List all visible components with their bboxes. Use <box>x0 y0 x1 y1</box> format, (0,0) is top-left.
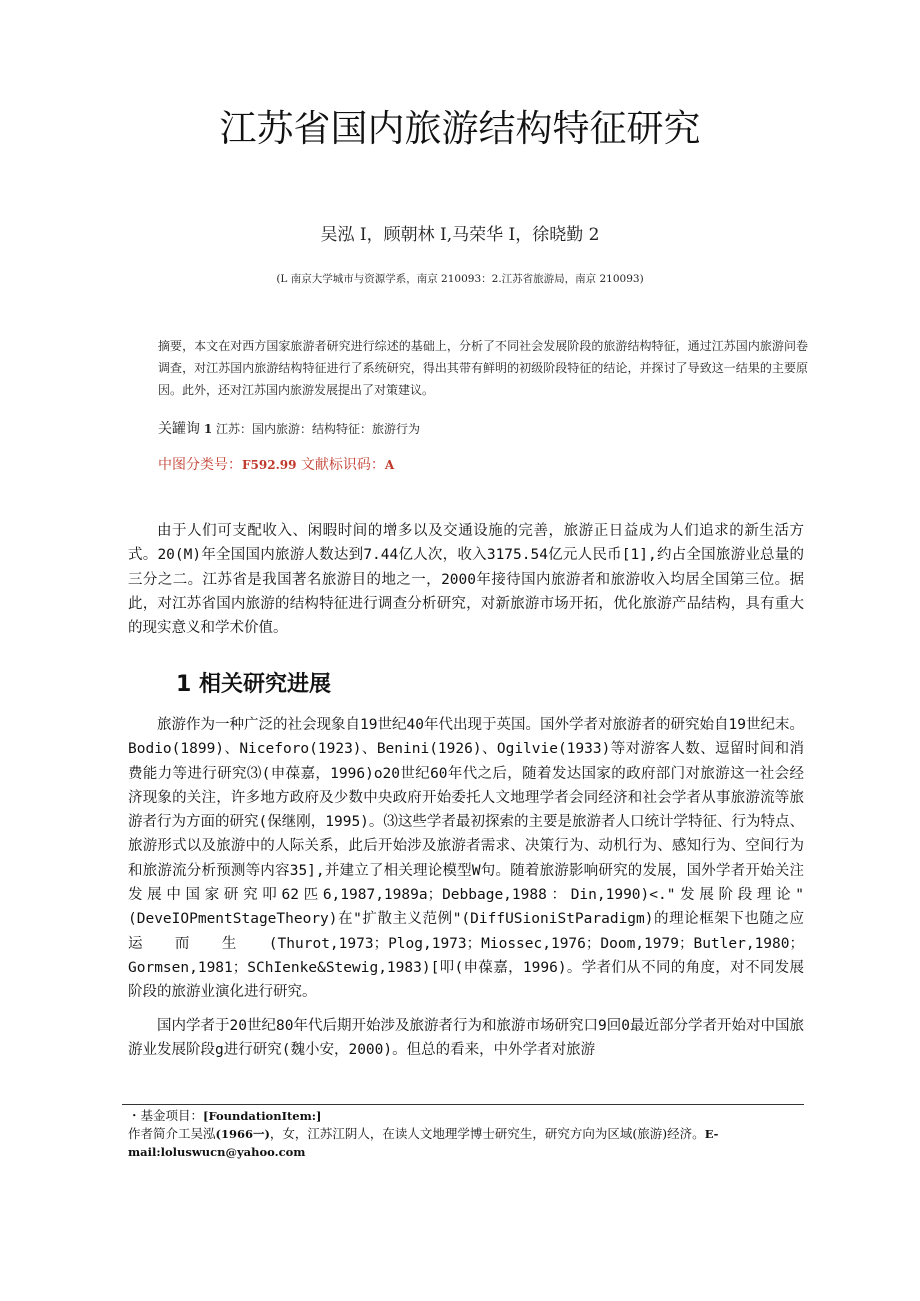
abstract: 摘要，本文在对西方国家旅游者研究进行综述的基础上，分析了不同社会发展阶段的旅游结构特征，通过江苏国内旅游问卷调查，对江苏国内旅游结构特征进行了系统研究，得出其带有鲜明的初级阶段特征的结论，并探讨了导致这一结果的主要原因。此外，还对江苏国内旅游发展提出了对策建议。 <box>158 339 808 397</box>
section-heading: 1 相关研究进展 <box>176 672 331 697</box>
author-bio-label: 作者简介工 <box>128 1126 191 1141</box>
footnote-fund <box>128 1107 808 1125</box>
fund-value: [FoundationItem:] <box>203 1109 322 1123</box>
section1-body-2 <box>128 1014 804 1063</box>
keywords <box>158 418 808 438</box>
keywords-value: 江苏：国内旅游：结构特征：旅游行为 <box>216 422 421 436</box>
author-bio-info: ，女，江苏江阴人，在读人文地理学博士研究生，研究方向为区域(旅游)经济。 <box>269 1126 705 1141</box>
author-email: E-mail:loluswucn@yahoo.com <box>128 1127 719 1159</box>
fund-label: ・基金项目： <box>128 1108 204 1123</box>
section1-paragraph-1: 旅游作为一种广泛的社会现象自19世纪40年代出现于英国。国外学者对旅游者的研究始自19世纪末。Bodio(1899)、Niceforo(1923)、Benini(1926)、Ogilvie(1933)等对游客人数、逗留时间和消费能力等进行研究⑶(申葆嘉，1996)o20世纪60年代之后，随着发达国家的政府部门对旅游这一社会经济现象的关注，许多地方政府及少数中央政府开始委托人文地理学者会同经济和社会学者从事旅游流等旅游者行为方面的研究(保继刚，1995)。⑶这些学者最初探索的主要是旅游者人口统计学特征、行为特点、旅游形式以及旅游中的人际关系，此后开始涉及旅游者需求、决策行为、动机行为、感知行为、空间行为和旅游流分析预测等内容35],并建立了相关理论模型W句。随着旅游影响研究的发展，国外学者开始关注发展中国家研究叩62匹6,1987,1989a；Debbage,1988：Din,1990)<."发展阶段理论"(DeveIOPmentStageTheory)在"扩散主义范例"(DiffUSioniStParadigm)的理论框架下也随之应运而生(Thurot,1973；Plog,1973；Miossec,1976；Doom,1979；Butler,1980；Gormsen,1981；SChIenke&Stewig,1983)[叩(申葆嘉，1996)。学者们从不同的角度，对不同发展阶段的旅游业演化进行研究。 <box>128 717 804 1001</box>
doc-code-label: 文献标识码： <box>300 457 385 473</box>
author-bio-name: 吴泓 <box>190 1126 216 1141</box>
affiliation: (L 南京大学城市与资源学系，南京 210093：2.江苏省旅游局，南京 210093) <box>276 273 644 285</box>
clc-value: F592.99 <box>242 458 297 472</box>
paper-title: 江苏省国内旅游结构特征研究 <box>219 107 701 150</box>
keywords-label: 关罐询 <box>158 421 200 437</box>
intro-paragraph: 由于人们可支配收入、闲暇时间的增多以及交通设施的完善，旅游正日益成为人们追求的新生活方式。20(M)年全国国内旅游人数达到7.44亿人次，收入3175.54亿元人民币[1],约占全国旅游业总量的三分之二。江苏省是我国著名旅游目的地之一，2000年接待国内旅游者和旅游收入均居全国第三位。据此，对江苏省国内旅游的结构特征进行调查分析研究，对新旅游市场开拓，优化旅游产品结构，具有重大的现实意义和学术价值。 <box>128 523 804 637</box>
classification-line <box>158 454 808 474</box>
section1-body <box>128 713 804 1005</box>
author-list: 吴泓 I，顾朝林 I,马荣华 I，徐晓勤 2 <box>320 225 600 245</box>
section1-paragraph-2: 国内学者于20世纪80年代后期开始涉及旅游者行为和旅游市场研究口9回0最近部分学者开始对中国旅游业发展阶段g进行研究(魏小安，2000)。但总的看来，中外学者对旅游 <box>128 1018 804 1059</box>
intro-section <box>128 519 804 640</box>
doc-code-value: A <box>384 458 395 472</box>
author-bio-year: (1966一) <box>215 1127 270 1141</box>
footnote-rule <box>122 1104 804 1105</box>
footnote-author <box>128 1125 808 1161</box>
keywords-separator: 1 <box>203 422 213 436</box>
clc-label: 中图分类号： <box>158 457 242 473</box>
